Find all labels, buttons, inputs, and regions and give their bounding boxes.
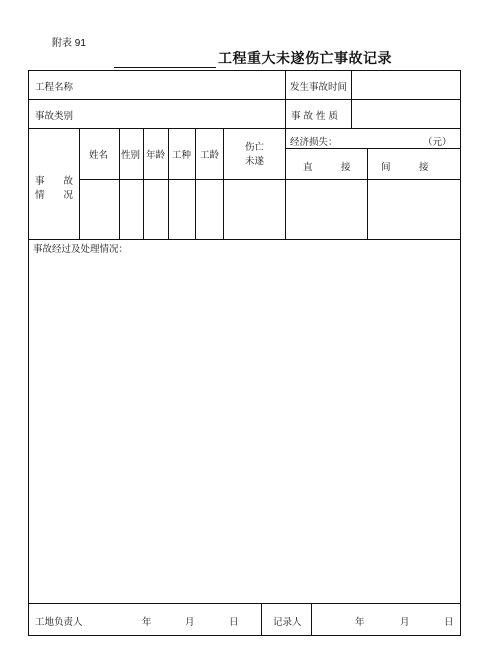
- row-divider: [79, 179, 460, 180]
- row-divider: [29, 603, 460, 604]
- situation-label-line1: 事 故: [35, 176, 74, 187]
- row-divider: [29, 239, 460, 240]
- col-divider: [351, 71, 352, 128]
- col-divider: [195, 128, 196, 239]
- row-divider: [29, 128, 460, 129]
- col-divider: [223, 128, 224, 239]
- recorder-label: 记录人: [273, 617, 302, 628]
- site-manager-label: 工地负责人: [35, 617, 83, 628]
- column-header-casualty-line1: 伤亡: [245, 142, 265, 153]
- col-divider: [285, 71, 286, 128]
- form-table: [28, 70, 461, 636]
- row-divider: [29, 99, 460, 100]
- title-blank-line[interactable]: [114, 53, 216, 68]
- occurrence-time-label: 发生事故时间: [290, 82, 348, 93]
- col-divider: [311, 603, 312, 636]
- col-divider: [79, 128, 80, 239]
- col-divider: [119, 128, 120, 239]
- column-header-name: 姓名: [89, 150, 109, 161]
- direct-loss-label: 直 接: [303, 162, 351, 173]
- title-block: [114, 48, 392, 68]
- accident-nature-label: 事 故 性 质: [291, 111, 339, 122]
- manager-date-day: 日: [229, 617, 239, 628]
- economic-loss-unit: （元）: [423, 137, 452, 148]
- col-divider: [168, 128, 169, 239]
- manager-date-year: 年: [142, 617, 152, 628]
- situation-label-line2: 情 况: [35, 190, 74, 201]
- economic-loss-label: 经济损失：: [290, 137, 338, 148]
- col-divider: [143, 128, 144, 239]
- manager-date-month: 月: [185, 617, 195, 628]
- column-header-gender: 性别: [121, 150, 141, 161]
- page-title: 工程重大未遂伤亡事故记录: [218, 51, 392, 67]
- indirect-loss-label: 间 接: [381, 162, 429, 173]
- row-divider: [285, 148, 460, 149]
- col-divider: [261, 603, 262, 636]
- col-divider: [367, 148, 368, 239]
- column-header-seniority: 工龄: [200, 150, 220, 161]
- appendix-label: 附表 91: [52, 38, 86, 49]
- column-header-trade: 工种: [172, 150, 192, 161]
- column-header-age: 年龄: [146, 150, 166, 161]
- recorder-date-day: 日: [444, 617, 454, 628]
- recorder-date-year: 年: [355, 617, 365, 628]
- col-divider: [285, 128, 286, 239]
- recorder-date-month: 月: [400, 617, 410, 628]
- project-name-label: 工程名称: [35, 82, 74, 93]
- process-label: 事故经过及处理情况：: [33, 244, 129, 255]
- column-header-casualty-line2: 未遂: [245, 156, 265, 167]
- accident-category-label: 事故类别: [35, 111, 74, 122]
